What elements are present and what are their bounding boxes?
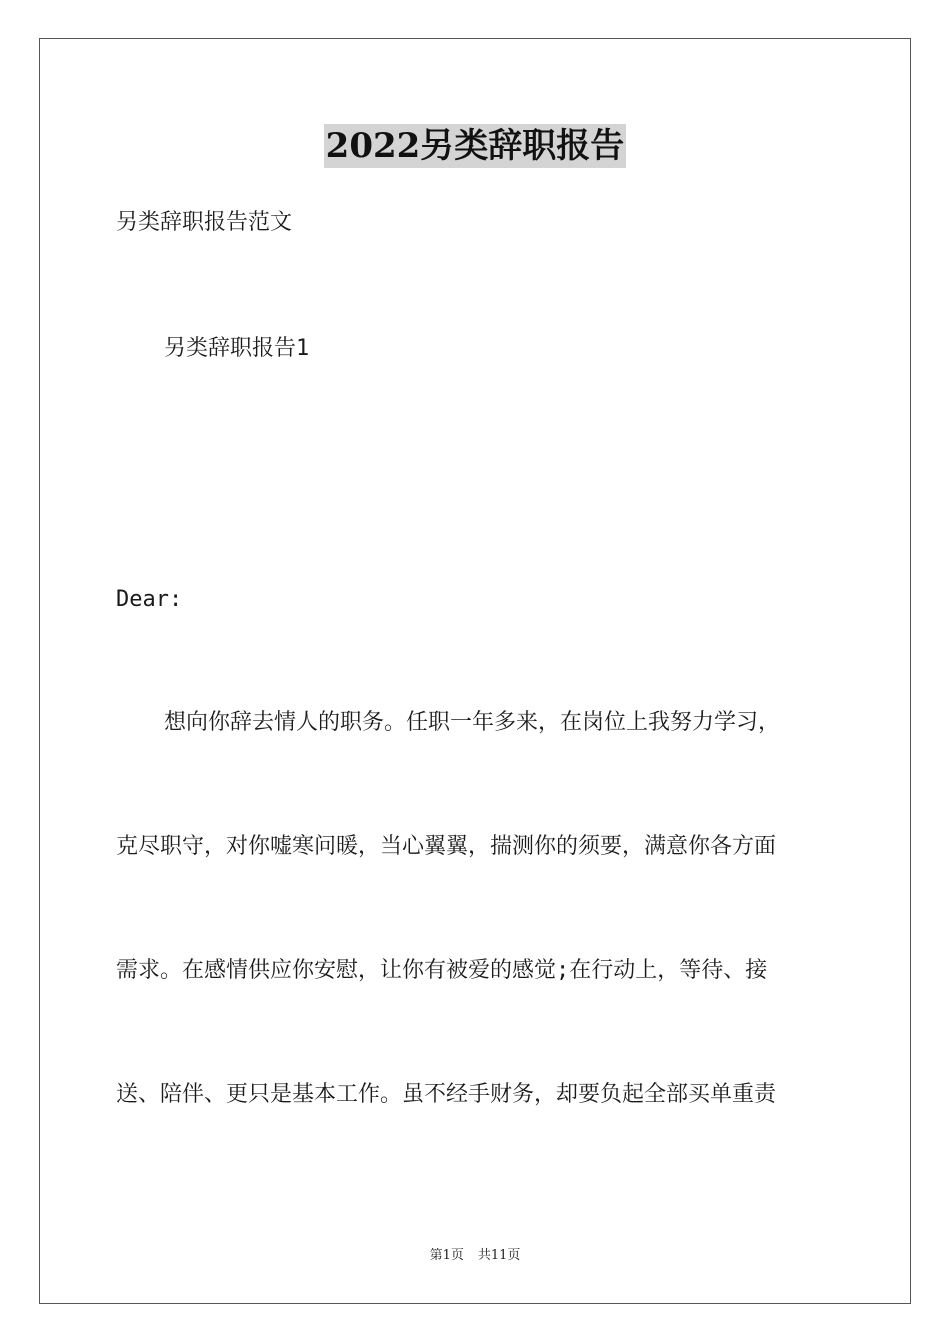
page-footer [0,1247,950,1265]
page-number-total: 共11页 [477,1248,521,1263]
document-subtitle: 另类辞职报告范文 [116,210,293,235]
document-title: 2022另类辞职报告 [325,126,625,166]
paragraph-line-2: 克尽职守，对你嘘寒问暖，当心翼翼，揣测你的须要，满意你各方面 [116,834,777,859]
section-heading: 另类辞职报告1 [164,336,310,361]
paragraph-line-3: 需求。在感情供应你安慰，让你有被爱的感觉;在行动上，等待、接 [116,958,768,983]
title-container [0,124,950,168]
salutation: Dear: [116,587,183,612]
paragraph-line-1: 想向你辞去情人的职务。任职一年多来，在岗位上我努力学习， [164,710,781,735]
paragraph-line-4: 送、陪伴、更只是基本工作。虽不经手财务，却要负起全部买单重责 [116,1082,777,1107]
page-number-current: 第1页 [429,1248,464,1263]
